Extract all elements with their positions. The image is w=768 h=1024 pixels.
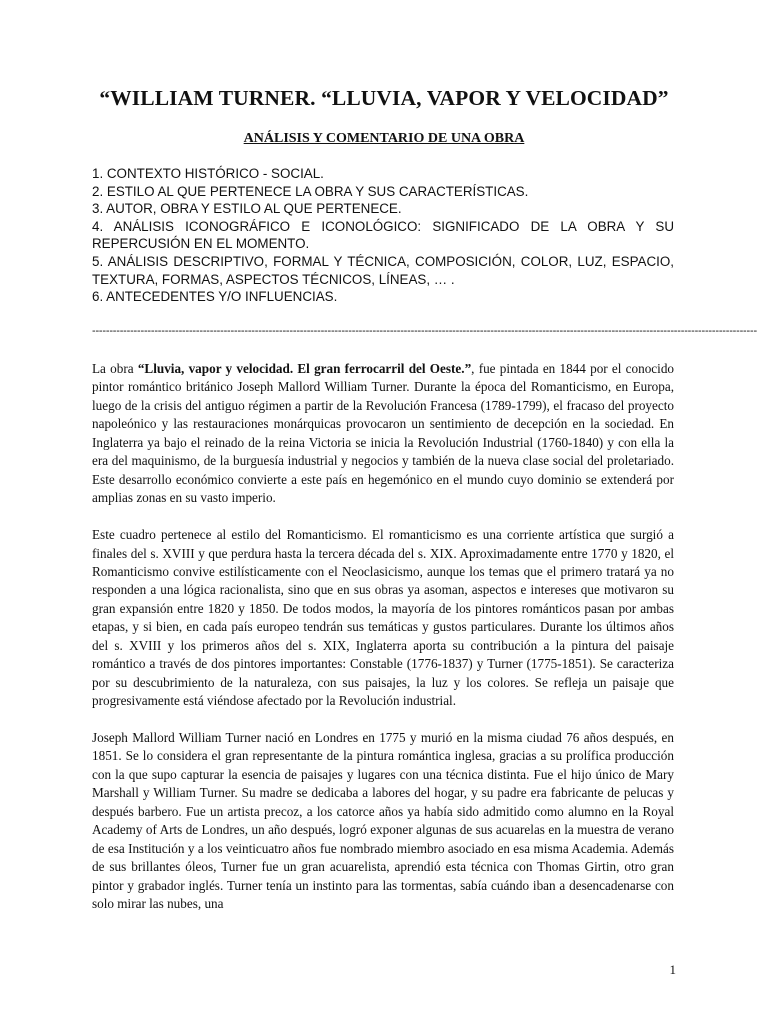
- dashed-divider: ------------------------------------------------------------------------------------------------------------------------------------------------------------------------------------------------: [92, 325, 757, 337]
- outline-item: 4. ANÁLISIS ICONOGRÁFICO E ICONOLÓGICO: SIGNIFICADO DE LA OBRA Y SU REPERCUSIÓN EN EL MOMENTO.: [92, 218, 674, 252]
- outline-item: 3. AUTOR, OBRA Y ESTILO AL QUE PERTENECE.: [92, 201, 402, 217]
- page-number: 1: [669, 962, 676, 977]
- document-title: “WILLIAM TURNER. “LLUVIA, VAPOR Y VELOCIDAD”: [99, 86, 669, 110]
- paragraph-style: Este cuadro pertenece al estilo del Romanticismo. El romanticismo es una corriente artística que surgió a finales del s. XVIII y que perdura hasta la tercera década del s. XIX. Aproximadamente entre 1770 y 1820, el Romanticismo convive estilísticamente con el Neoclasicismo, aunque los temas que el primero tratará ya no responden a una lógica racionalista, sino que en sus obras ya asoman, aspectos e intereses que motivaron su gran expansión entre 1820 y 1850. De todos modos, la mayoría de los pintores románticos pasan por ambas etapas, y si bien, en cada país europeo tendrán sus temáticas y gustos particulares. Durante los últimos años del s. XVIII y los primeros años del s. XIX, Inglaterra aporta su contribución a la pintura del paisaje romántico a través de dos pintores importantes: Constable (1776-1837) y Turner (1775-1851). Se caracteriza por su descubrimiento de la naturaleza, con sus paisajes, la luz y los colores. Se refleja un paisaje que progresivamente está viéndose afectado por la Revolución industrial.: [92, 527, 674, 709]
- paragraph-author: Joseph Mallord William Turner nació en Londres en 1775 y murió en la misma ciudad 76 años después, en 1851. Se lo considera el gran representante de la pintura romántica inglesa, gracias a su prolífica producción con la que supo capturar la esencia de paisajes y lugares con una técnica distinta. Fue el hijo único de Mary Marshall y William Turner. Su madre se dedicaba a labores del hogar, y su padre era fabricante de pelucas y después barbero. Fue un artista precoz, a los catorce años ya había sido admitido como alumno en la Royal Academy of Arts de Londres, un año después, logró exponer algunas de sus acuarelas en la muestra de verano de esa Institución y a los veinticuatro años fue nombrado miembro asociado en esa misma Academia. Además de sus brillantes óleos, Turner fue un gran acuarelista, aprendió esta técnica con Thomas Girtin, otro gran pintor y grabador inglés. Turner tenía un instinto para las tormentas, sabía cuándo iban a desencadenarse con solo mirar las nubes, una: [92, 730, 674, 912]
- outline-list: [92, 165, 674, 306]
- outline-item: 6. ANTECEDENTES Y/O INFLUENCIAS.: [92, 289, 338, 305]
- paragraph-context: [92, 360, 674, 508]
- document-body: [92, 360, 674, 932]
- artwork-title: “Lluvia, vapor y velocidad. El gran ferrocarril del Oeste.”: [137, 361, 472, 376]
- document-subtitle: ANÁLISIS Y COMENTARIO DE UNA OBRA: [243, 131, 525, 146]
- paragraph-rest: , fue pintada en 1844 por el conocido pintor romántico británico Joseph Mallord William Turner. Durante la época del Romanticismo, en Europa, luego de la crisis del antiguo régimen a partir de la Revolución Francesa (1789-1799), el fracaso del proyecto napoleónico y las restauraciones monárquicas provocaron un sentimiento de decepción en la sociedad. En Inglaterra ya bajo el reinado de la reina Victoria se inicia la Revolución Industrial (1760-1840) y con ella la era del maquinismo, de la burguesía industrial y negocios y también de la nueva clase social del proletariado. Este desarrollo económico convierte a este país en hegemónico en el mundo cuyo dominio se extenderá por amplias zonas en su vasto imperio.: [92, 361, 675, 506]
- outline-item: 2. ESTILO AL QUE PERTENECE LA OBRA Y SUS CARACTERÍSTICAS.: [92, 183, 529, 199]
- outline-item: 1. CONTEXTO HISTÓRICO - SOCIAL.: [92, 166, 324, 181]
- paragraph-intro: La obra: [92, 361, 138, 376]
- outline-item: 5. ANÁLISIS DESCRIPTIVO, FORMAL Y TÉCNICA, COMPOSICIÓN, COLOR, LUZ, ESPACIO, TEXTURA, FORMAS, ASPECTOS TÉCNICOS, LÍNEAS, … .: [92, 253, 674, 287]
